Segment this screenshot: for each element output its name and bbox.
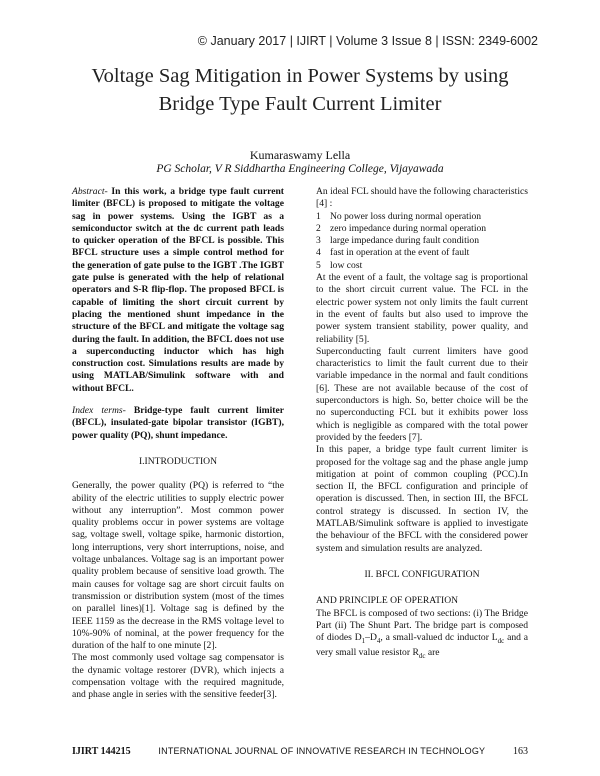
section-heading-bfcl: II. BFCL CONFIGURATION (364, 568, 480, 580)
fcl-characteristics-list (316, 211, 528, 272)
abstract-label: Abstract- (72, 186, 108, 197)
list-item: 4 fast in operation at the event of fault (316, 247, 470, 259)
intro-paragraph-2: The most commonly used voltage sag compensator is the dynamic voltage restorer (DVR), which injects a compensation voltage with the required magnitude, and phase angle in series with the sensitive feeder[3]. (72, 652, 284, 701)
journal-header: © January 2017 | IJIRT | Volume 3 Issue 8 | ISSN: 2349-6002 (197, 34, 538, 48)
author-name: Kumaraswamy Lella (249, 148, 351, 162)
body-paragraph-fault: At the event of a fault, the voltage sag is proportional to the short circuit current value. The FCL in the electric power system not only limits the fault current in the event of faults but also used to improve the power system transient stability, power quality, and reliability [5]. (316, 272, 528, 345)
list-item: 1 No power loss during normal operation (316, 210, 482, 222)
paper-title (40, 62, 560, 118)
bfcl-paragraph: The BFCL is composed of two sections: (i) The Bridge Part (ii) The Shunt Part. The bridge part is composed of diodes $D_1-D_4$, a small-valued dc inductor $L_{dc}$ and a very small value resistor $R_{dc}$ are (316, 607, 529, 661)
abstract (72, 186, 284, 395)
list-item: 2 zero impedance during normal operation (316, 222, 487, 234)
list-item: 3 large impedance during fault condition (316, 235, 480, 247)
index-terms-text: Bridge-type fault current limiter (BFCL), insulated-gate bipolar transistor (IGBT), power quality (PQ), shunt impedance. (72, 405, 285, 441)
index-terms (72, 405, 284, 442)
footer-journal-name: INTERNATIONAL JOURNAL OF INNOVATIVE RESEARCH IN TECHNOLOGY (158, 746, 486, 756)
abstract-text: In this work, a bridge type fault current limiter (BFCL) is proposed to mitigate the voltage sag in power systems. Using the IGBT as a semiconductor switch at the dc current path leads to quicker operation of the BFCL is possible. This BFCL structure uses a simple control method for the generation of gate pulse to the IGBT .The IGBT gate pulse is generated with the help of relational operators and S-R flip-flop. The proposed BFCL is capable of limiting the short circuit current by placing the mentioned shunt impedance in the structure of the BFCL and mitigate the voltage sag during the fault. In addition, the BFCL does not use a superconducting inductor which has high construction cost. Simulations results are made by using MATLAB/Simulink software with and without BFCL. (72, 186, 284, 394)
footer-paper-id: IJIRT 144215 (72, 746, 131, 757)
body-paragraph-superconducting: Superconducting fault current limiters have good characteristics to limit the fault current due to their variable impedance in the normal and fault conditions [6]. These are not available because of the cost of superconductors is high. So, better choice will be the no superconducting FCL but it exhibits power loss which is negligible as compared with the total power provided by the feeders [7]. (316, 345, 528, 443)
author-affiliation: PG Scholar, V R Siddhartha Engineering College, Vijayawada (156, 163, 444, 175)
right-column (316, 186, 528, 663)
fcl-characteristics-intro: An ideal FCL should have the following characteristics [4] : (316, 186, 528, 210)
section-heading-introduction: I.INTRODUCTION (138, 455, 218, 467)
page-footer (72, 746, 528, 757)
index-terms-label: Index terms- (72, 405, 126, 417)
body-paragraph-paper-outline: In this paper, a bridge type fault current limiter is proposed for the voltage sag and the phase angle jump mitigation at point of common coupling (PCC).In section II, the BFCL configuration and principle of operation is discussed. Then, in section III, the BFCL control strategy is discussed. In section IV, the MATLAB/Simulink software is applied to investigate the behaviour of the BFCL with the considered power system and simulation results are analyzed. (316, 444, 528, 554)
page-number: 163 (513, 746, 528, 757)
title-line-1: Voltage Sag Mitigation in Power Systems by using (91, 65, 509, 87)
subsection-heading: AND PRINCIPLE OF OPERATION (316, 595, 459, 607)
list-item: 5 low cost (316, 259, 363, 271)
title-line-2: Bridge Type Fault Current Limiter (158, 93, 442, 115)
left-column (72, 186, 284, 702)
intro-paragraph-1: Generally, the power quality (PQ) is referred to “the ability of the electric utilities to supply electric power without any interruption”. Most common power quality problems occur in power systems are voltage sag, voltage swell, voltage spike, harmonic distortion, long interruptions, very short interruptions, noise, and voltage unbalances. Voltage sag is an important power quality problem because of sensitive load growth. The main causes for voltage sag are short circuit faults on transmission or distribution system (most of the times on parallel lines)[1]. Voltage sag is defined by the IEEE 1159 as the decrease in the RMS voltage level to 10%-90% of nominal, at the power frequency for the duration of the half to one minute [2]. (72, 480, 284, 652)
